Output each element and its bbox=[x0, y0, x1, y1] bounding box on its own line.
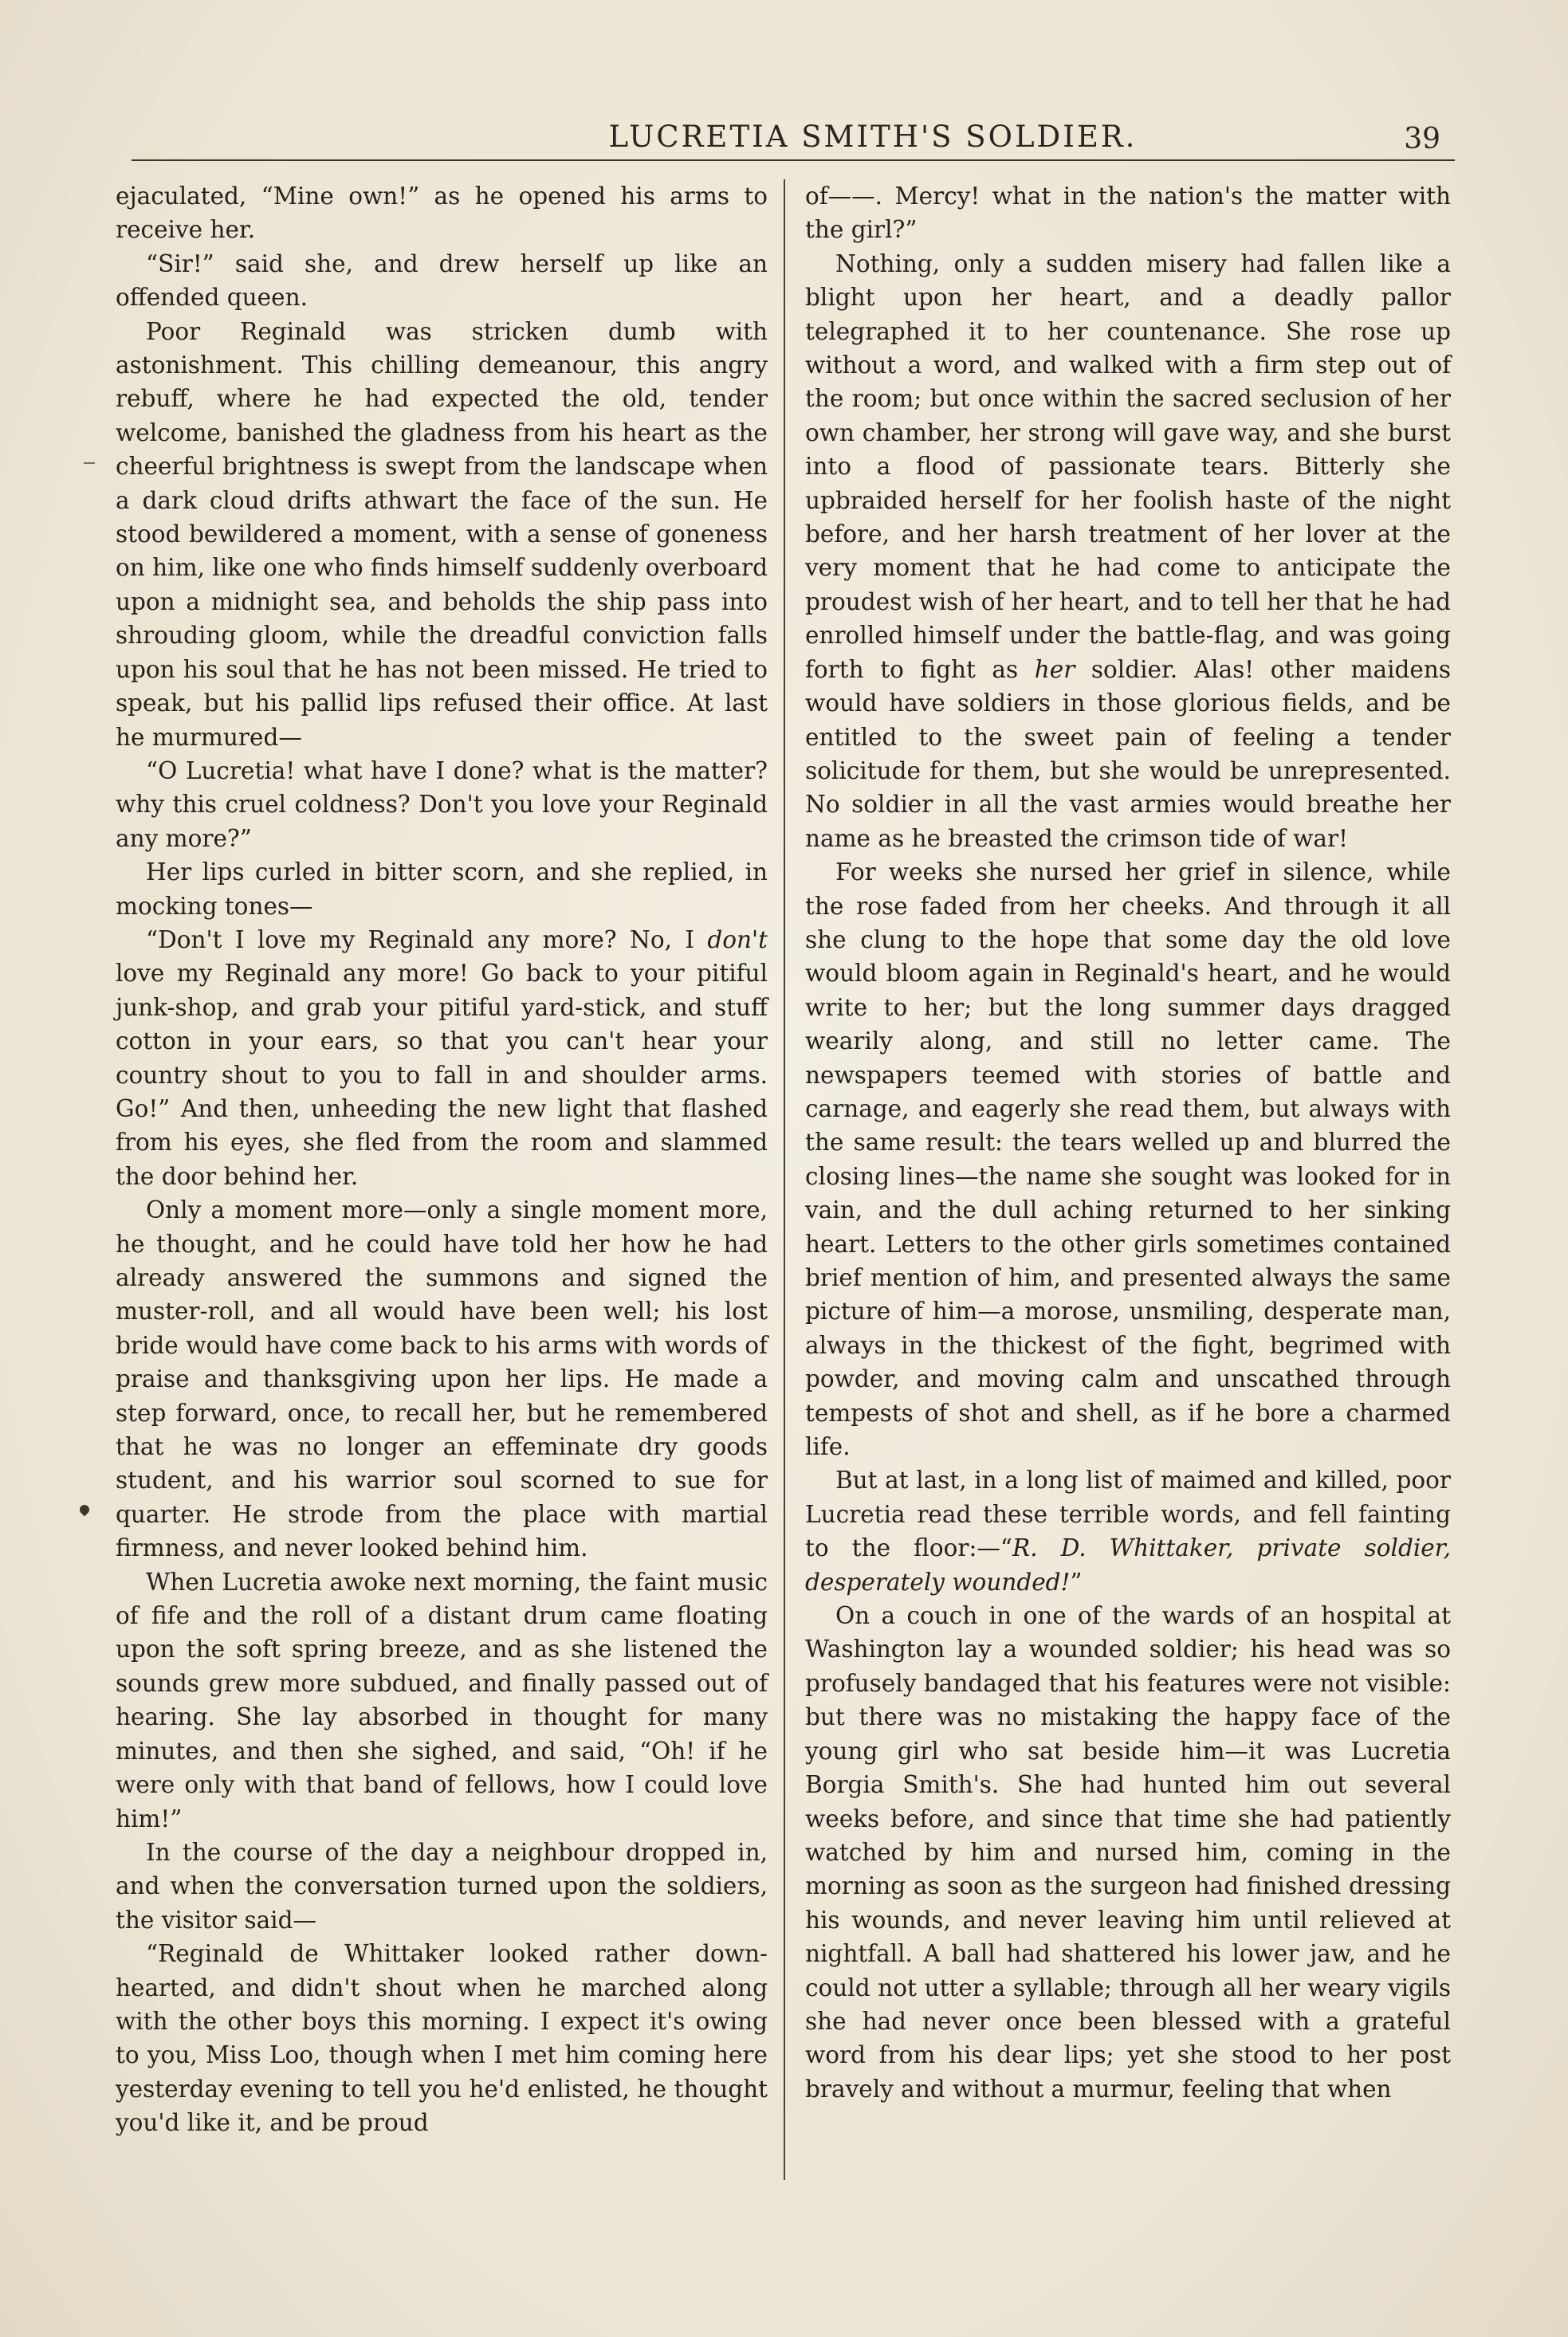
paragraph: Only a moment more—only a single moment more, he thought, and he could have told her how he had already answered the summons and signed the muster-roll, and all would have been well; his lost bride would have come back to his arms with words of praise and thanksgiving upon her lips. He made a step forward, once, to recall her, but he remembered that he was no longer an effeminate dry goods student, and his warrior soul scorned to sue for quarter. He strode from the place with martial firmness, and never looked behind him. bbox=[116, 1196, 768, 1562]
paragraph: “Sir!” said she, and drew herself up like an offended queen. bbox=[116, 249, 768, 312]
text-run: Nothing, only a sudden misery had fallen like a blight upon her heart, and a deadly pallor telegraphed it to her countenance. She rose up without a word, and walked with a firm step out of the room; but once within the sacred seclusion of her own chamber, her strong will gave way, and she burst into a flood of passionate tears. Bitterly she upbraided herself for her foolish haste of the night before, and her harsh treatment of her lover at the very moment that he had come to anticipate the proudest wish of her heart, and to tell her that he had enrolled himself under the battle-flag, and was going forth to fight as bbox=[805, 249, 1451, 683]
paragraph bbox=[805, 247, 1451, 855]
margin-mark bbox=[84, 462, 95, 464]
paragraph: For weeks she nursed her grief in silence, while the rose faded from her cheeks. And through it all she clung to the hope that some day the old love would bloom again in Reginald's heart, and he would write to her; but the long summer days dragged wearily along, and still no letter came. The newspapers teemed with stories of battle and carnage, and eagerly she read them, but always with the same result: the tears welled up and blurred the closing lines—the name she sought was looked for in vain, and the dull aching returned to her sinking heart. Letters to the other girls sometimes contained brief mention of him, and presented always the same picture of him—a morose, unsmiling, desperate man, always in the thickest of the fight, begrimed with powder, and moving calm and unscathed through tempests of shot and shell, as if he bore a charmed life. bbox=[805, 858, 1451, 1461]
paragraph: Her lips curled in bitter scorn, and she replied, in mocking tones— bbox=[116, 858, 768, 920]
paragraph: On a couch in one of the wards of an hospital at Washington lay a wounded soldier; his head was so profusely bandaged that his features were not visible: but there was no mistaking the happy face of the young girl who sat beside him—it was Lucretia Borgia Smith's. She had hunted him out several weeks before, and since that time she had patiently watched by him and nursed him, coming in the morning as soon as the surgeon had finished dressing his wounds, and never leaving him until relieved at nightfall. A ball had shattered his lower jaw, and he could not utter a syllable; through all her weary vigils she had never once been blessed with a grateful word from his dear lips; yet she stood to her post bravely and without a murmur, feeling that when bbox=[805, 1602, 1451, 2103]
text-run: love my Reginald any more! Go back to your pitiful junk-shop, and grab your pitiful yard-stick, and stuff cotton in your ears, so that you can't hear your country shout to you to fall in and shoulder arms. Go!” And then, unheeding the new light that flashed from his eyes, she fled from the room and slammed the door behind her. bbox=[116, 960, 768, 1190]
column-divider bbox=[784, 179, 785, 2180]
italic-run: don't bbox=[707, 925, 768, 953]
italic-run: her bbox=[1034, 655, 1075, 683]
margin-ink-mark bbox=[78, 1503, 92, 1517]
running-title: LUCRETIA SMITH'S SOLDIER. bbox=[608, 120, 1138, 154]
header-rule bbox=[132, 159, 1455, 161]
text-run: But at last, in a long list of maimed and killed, poor Lucretia read these terrible words, and fell fainting to the floor:—“ bbox=[805, 1467, 1451, 1562]
left-column bbox=[116, 179, 768, 2140]
text-run: ” bbox=[1070, 1568, 1083, 1596]
paragraph: When Lucretia awoke next morning, the faint music of fife and the roll of a distant drum came floating upon the soft spring breeze, and as she listened the sounds grew more subdued, and finally passed out of hearing. She lay absorbed in thought for many minutes, and then she sighed, and said, “Oh! if he were only with that band of fellows, how I could love him!” bbox=[116, 1568, 768, 1832]
paragraph: “Reginald de Whittaker looked rather down-hearted, and didn't shout when he marched along with the other boys this morning. I expect it's owing to you, Miss Loo, though when I met him coming here yesterday evening to tell you he'd enlisted, he thought you'd like it, and be proud bbox=[116, 1940, 768, 2137]
paragraph: In the course of the day a neighbour dropped in, and when the conversation turned upon the soldiers, the visitor said— bbox=[116, 1838, 768, 1934]
paragraph: ejaculated, “Mine own!” as he opened his arms to receive her. bbox=[116, 183, 768, 244]
paragraph bbox=[116, 923, 768, 1193]
paragraph bbox=[805, 1463, 1451, 1599]
text-run: “Don't I love my Reginald any more? No, I bbox=[146, 925, 694, 953]
paragraph: of——. Mercy! what in the nation's the matter with the girl?” bbox=[805, 183, 1451, 244]
paragraph: “O Lucretia! what have I done? what is the matter? why this cruel coldness? Don't you love your Reginald any more?” bbox=[116, 756, 768, 852]
italic-run: R. D. Whittaker, private soldier, desperately wounded! bbox=[805, 1534, 1451, 1596]
text-run: soldier. Alas! other maidens would have soldiers in those glorious fields, and be entitled to the sweet pain of feeling a tender solicitude for them, but she would be unrepresented. No soldier in all the vast armies would breathe her name as he breasted the crimson tide of war! bbox=[805, 655, 1451, 852]
paragraph: Poor Reginald was stricken dumb with astonishment. This chilling demeanour, this angry rebuff, where he had expected the old, tender welcome, banished the gladness from his heart as the cheerful brightness is swept from the landscape when a dark cloud drifts athwart the face of the sun. He stood bewildered a moment, with a sense of goneness on him, like one who finds himself suddenly overboard upon a midnight sea, and beholds the ship pass into shrouding gloom, while the dreadful conviction falls upon his soul that he has not been missed. He tried to speak, but his pallid lips refused their office. At last he murmured— bbox=[116, 317, 768, 751]
page-number: 39 bbox=[1404, 123, 1440, 155]
right-column bbox=[805, 179, 1451, 2106]
page-header bbox=[132, 120, 1455, 167]
